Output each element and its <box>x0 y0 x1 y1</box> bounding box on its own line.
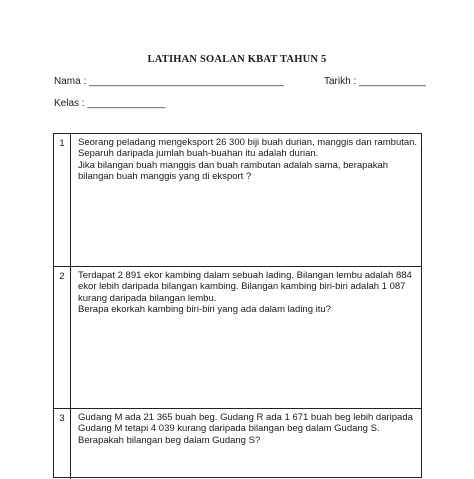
question-text <box>78 137 418 183</box>
question-line: Gudang M ada 21 365 buah beg. Gudang R ada 1 671 buah beg lebih daripada <box>78 412 413 423</box>
question-text <box>78 412 415 446</box>
question-number: 1 <box>54 134 71 266</box>
question-number: 2 <box>54 267 71 408</box>
question-line: bilangan buah manggis yang di eksport ? <box>78 171 252 183</box>
class-field-label: Kelas : ______________ <box>54 98 166 109</box>
question-line: Berapa ekorkah kambing biri-biri yang ada dalam lading itu? <box>78 304 331 316</box>
question-text <box>78 270 415 316</box>
question-number: 3 <box>54 409 71 479</box>
question-line: kurang daripada bilangan lembu. <box>78 292 217 304</box>
date-field-label: Tarikh : ____________ <box>324 76 426 87</box>
name-field-label: Nama : ___________________________________ <box>54 76 284 87</box>
worksheet-title: LATIHAN SOALAN KBAT TAHUN 5 <box>147 54 327 65</box>
question-line: Seorang peladang mengeksport 26 300 biji buah durian, manggis dan rambutan. <box>78 137 418 148</box>
question-table <box>53 133 422 478</box>
question-row <box>54 409 421 479</box>
question-line: Gudang M tetapi 4 039 kurang daripada bilangan beg dalam Gudang S. <box>78 423 380 435</box>
question-line: Jika bilangan buah manggis dan buah rambutan adalah sama, berapakah <box>78 159 389 171</box>
question-row <box>54 267 421 409</box>
question-row <box>54 134 421 267</box>
question-line: Separuh daripada jumlah buah-buahan itu adalah durian. <box>78 148 319 160</box>
question-line: ekor lebih daripada bilangan kambing. Bilangan kambing biri-biri adalah 1 087 <box>78 281 406 293</box>
question-line: Terdapat 2 891 ekor kambing dalam sebuah lading. Bilangan lembu adalah 884 <box>78 270 412 281</box>
question-line: Berapakah bilangan beg dalam Gudang S? <box>78 434 261 446</box>
